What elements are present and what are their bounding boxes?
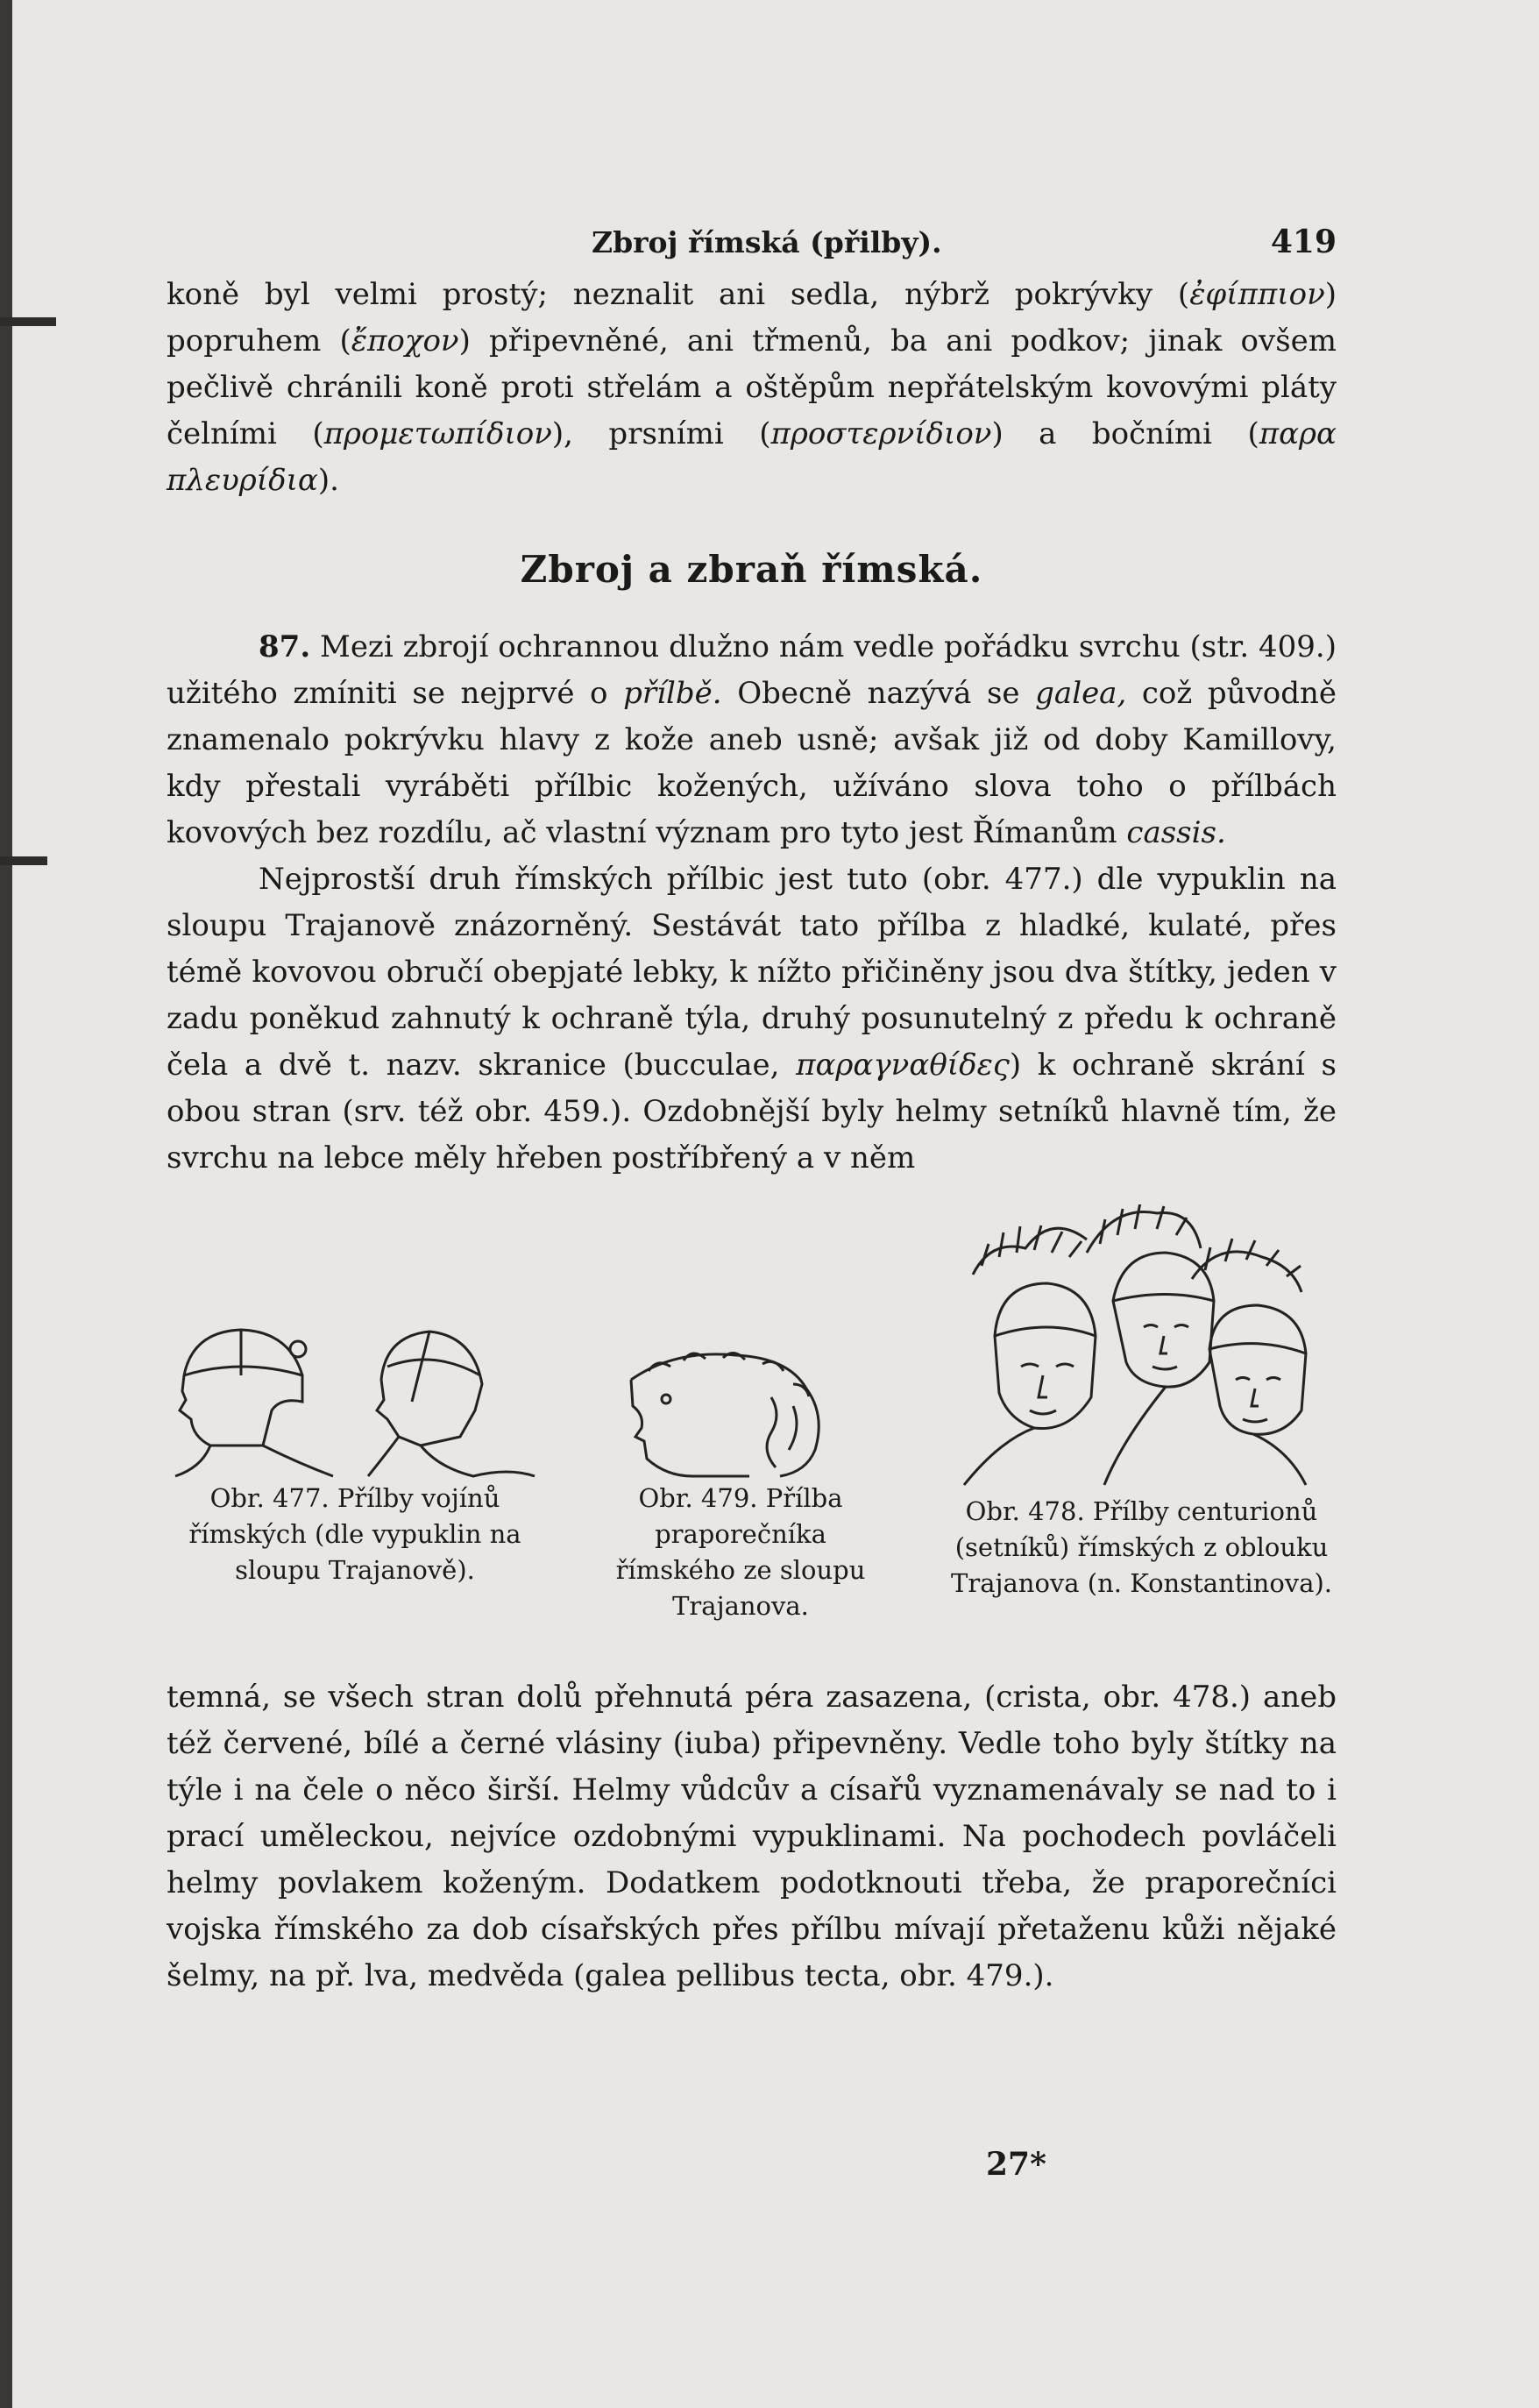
figure-row (167, 1204, 1337, 1643)
soldier-helmets-illustration (158, 1314, 552, 1481)
greek-term: ἐφίππιον (1189, 277, 1325, 312)
greek-term: παραγναθίδες (796, 1048, 1010, 1083)
greek-term: προστερνίδιον (770, 416, 992, 451)
figure-477 (158, 1314, 552, 1588)
paragraph-helmet-types: Nejprostší druh římských přílbic jest tuto (obr. 477.) dle vypuklin na sloupu Trajanově znázorněný. Sestávát tato přílba z hladké, kulaté, přes témě kovovou obručí obepjaté lebky, k nížto přičiněny jsou dva štítky, jeden v zadu poněkud zahnutý k ochraně týla, druhý posunutelný z předu k ochraně čela a dvě t. nazv. skranice (bucculae, παραγναθίδες) k ochraně skrání s obou stran (srv. též obr. 459.). Ozdobnější byly helmy setníků hlavně tím, že svrchu na lebce měly hřeben postříbřený a v něm (167, 862, 1337, 1176)
figure-479 (596, 1345, 885, 1624)
running-head (167, 219, 1337, 272)
figure-478 (947, 1204, 1337, 1602)
standard-bearer-lion-helmet-illustration (596, 1345, 885, 1481)
centurion-helmets-illustration (947, 1204, 1337, 1494)
page-body (167, 219, 1337, 2000)
book-spine-edge (0, 0, 12, 2408)
figure-caption: Obr. 478. Přílby centurionů (setníků) římských z oblouku Trajanova (n. Konstantinova). (950, 1496, 1333, 1598)
binding-mark (0, 317, 56, 326)
section-number: 87. (259, 629, 311, 664)
greek-term: ἔποχον (351, 323, 459, 359)
running-title: Zbroj římská (přilby). (592, 225, 942, 259)
section-heading: Zbroj a zbraň římská. (520, 548, 983, 591)
greek-term: παρα πλευρίδια (167, 416, 1337, 498)
page-number: 419 (1270, 224, 1337, 260)
signature-mark: 27* (986, 2146, 1046, 2183)
paragraph-crests: temná, se všech stran dolů přehnutá péra zasazena, (crista, obr. 478.) aneb též červené, bílé a černé vlásiny (iuba) připevněny. Vedle toho byly štítky na týle i na čele o něco širší. Helmy vůdcův a císařů vyznamenávaly se nad to i prací uměleckou, nejvíce ozdobnými vypuklinami. Na pochodech povláčeli helmy povlakem koženým. Dodatkem podotknouti třeba, že praporečníci vojska římského za dob císařských přes přílbu mívají přetaženu kůži nějaké šelmy, na př. lva, medvěda (galea pellibus tecta, obr. 479.). (167, 1680, 1337, 1993)
figure-caption: Obr. 477. Přílby vojínů římských (dle vypuklin na sloupu Trajanově). (188, 1483, 521, 1585)
paragraph-horse-armor: koně byl velmi prostý; neznalit ani sedla, nýbrž pokrývky (ἐφίππιον) popruhem (ἔποχον) připevněné, ani třmenů, ba ani podkov; jinak ovšem pečlivě chránili koně proti střelám a oštěpům nepřátelským kovovými pláty čelními (προμετωπίδιον), prsními (προστερνίδιον) a bočními (παρα πλευρίδια). (167, 277, 1337, 498)
paragraph-helmets-intro: 87. Mezi zbrojí ochrannou dlužno nám vedle pořádku svrchu (str. 409.) užitého zmíniti se nejprvé o přílbě. Obecně nazývá se galea, což původně znamenalo pokrývku hlavy z kože aneb usně; avšak již od doby Kamillovy, kdy přestali vyráběti přílbic kožených, užíváno slova toho o přílbách kovových bez rozdílu, ač vlastní význam pro tyto jest Římanům cassis. (167, 629, 1337, 850)
binding-mark (0, 856, 47, 865)
greek-term: προμετωπίδιον (323, 416, 552, 451)
figure-caption: Obr. 479. Přílba praporečníka římského ze sloupu Trajanova. (615, 1483, 866, 1621)
